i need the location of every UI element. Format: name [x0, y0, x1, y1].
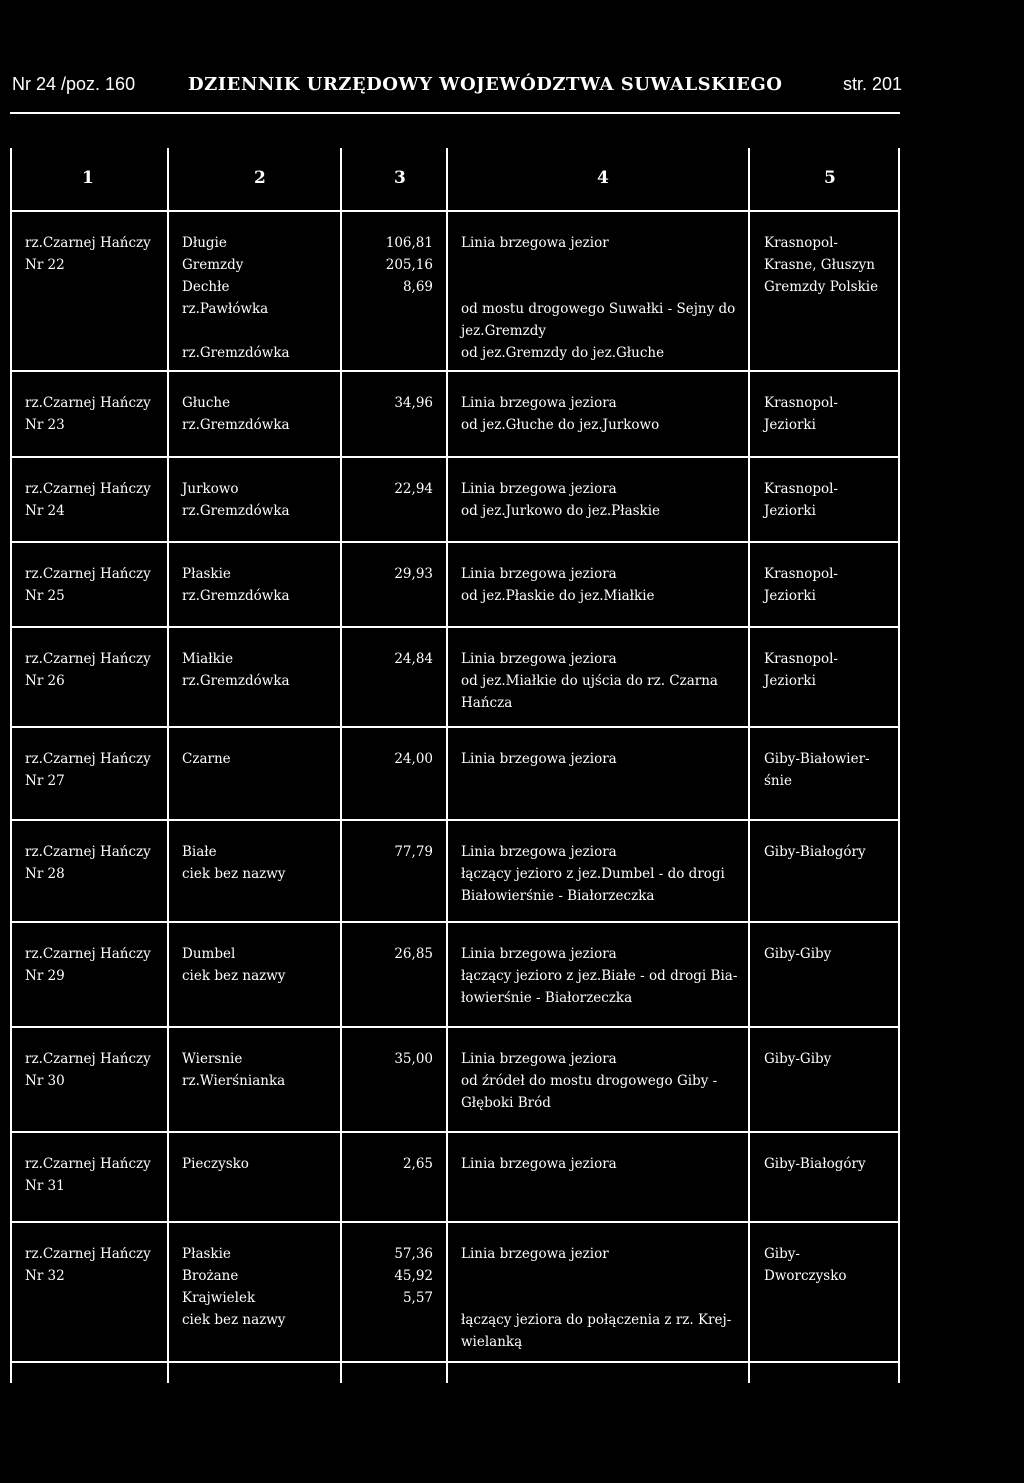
issue-number: Nr 24 /poz. 160 [12, 74, 136, 94]
row-number: Nr 28 [25, 866, 65, 882]
boundary-description: Linia brzegowa jeziora [461, 751, 617, 767]
river-name: rz.Czarnej Hańczy [25, 1051, 151, 1067]
lake-name: Gremzdy [182, 257, 244, 273]
river-name: rz.Czarnej Hańczy [25, 395, 151, 411]
lake-area: 8,69 [402, 279, 433, 295]
lake-name: ciek bez nazwy [182, 866, 286, 882]
lake-area: 57,36 [394, 1246, 433, 1262]
boundary-description: Linia brzegowa jezior [461, 1246, 609, 1262]
lake-area: 24,84 [394, 651, 433, 667]
lake-name: ciek bez nazwy [182, 968, 286, 984]
row-number: Nr 30 [25, 1073, 65, 1089]
column-divider [748, 148, 750, 1383]
column-number-1: 1 [82, 168, 94, 188]
river-name: rz.Czarnej Hańczy [25, 946, 151, 962]
boundary-description: łowierśnie - Białorzeczka [461, 990, 633, 1006]
lake-name: Głuche [182, 395, 231, 411]
locality: Jeziorki [764, 417, 816, 433]
lake-name: Brożane [182, 1268, 239, 1284]
lake-name: Długie [182, 235, 227, 251]
river-name: rz.Czarnej Hańczy [25, 1246, 151, 1262]
row-divider [10, 819, 900, 821]
row-number: Nr 29 [25, 968, 65, 984]
row-number: Nr 25 [25, 588, 65, 604]
locality: Krasnopol- [764, 481, 838, 497]
row-number: Nr 22 [25, 257, 65, 273]
lake-name: Białe [182, 844, 217, 860]
river-name: rz.Czarnej Hańczy [25, 751, 151, 767]
lake-area: 29,93 [394, 566, 433, 582]
lake-area: 26,85 [394, 946, 433, 962]
row-divider [10, 726, 900, 728]
locality: Krasnopol- [764, 235, 838, 251]
boundary-description: Linia brzegowa jeziora [461, 566, 617, 582]
lake-table [10, 148, 900, 1383]
boundary-description: łączący jezioro z jez.Dumbel - do drogi [461, 866, 725, 882]
river-name: rz.Czarnej Hańczy [25, 651, 151, 667]
lake-area: 24,00 [394, 751, 433, 767]
row-divider [10, 921, 900, 923]
lake-name: rz.Gremzdówka [182, 503, 290, 519]
locality: śnie [764, 773, 792, 789]
column-number-3: 3 [394, 168, 406, 188]
column-number-5: 5 [824, 168, 836, 188]
river-name: rz.Czarnej Hańczy [25, 844, 151, 860]
boundary-description: Białowierśnie - Białorzeczka [461, 888, 655, 904]
row-divider [10, 1361, 900, 1363]
boundary-description: Linia brzegowa jeziora [461, 946, 617, 962]
row-divider [10, 541, 900, 543]
lake-name: Płaskie [182, 1246, 231, 1262]
locality: Giby- [764, 1246, 800, 1262]
lake-name: rz.Pawłówka [182, 301, 269, 317]
column-divider [446, 148, 448, 1383]
locality: Jeziorki [764, 673, 816, 689]
journal-title: DZIENNIK URZĘDOWY WOJEWÓDZTWA SUWALSKIEGO [188, 74, 783, 95]
row-number: Nr 24 [25, 503, 65, 519]
lake-name: Płaskie [182, 566, 231, 582]
header-rule [10, 112, 900, 114]
lake-name: Wiersnie [182, 1051, 243, 1067]
locality: Dworczysko [764, 1268, 847, 1284]
river-name: rz.Czarnej Hańczy [25, 235, 151, 251]
locality: Krasne, Głuszyn [764, 257, 875, 273]
row-divider [10, 1221, 900, 1223]
river-name: rz.Czarnej Hańczy [25, 566, 151, 582]
lake-name: Czarne [182, 751, 231, 767]
boundary-description: Linia brzegowa jeziora [461, 651, 617, 667]
lake-name: Miałkie [182, 651, 234, 667]
locality: Giby-Białogóry [764, 1156, 866, 1172]
lake-area: 2,65 [402, 1156, 433, 1172]
lake-name: rz.Gremzdówka [182, 345, 290, 361]
column-divider [167, 148, 169, 1383]
boundary-description: Głęboki Bród [461, 1095, 551, 1111]
row-number: Nr 31 [25, 1178, 65, 1194]
row-divider [10, 626, 900, 628]
lake-area: 205,16 [385, 257, 433, 273]
lake-area: 106,81 [385, 235, 433, 251]
page-number: str. 201 [843, 74, 903, 94]
row-number: Nr 32 [25, 1268, 65, 1284]
boundary-description: łączący jeziora do połączenia z rz. Krej- [461, 1312, 732, 1328]
lake-area: 35,00 [394, 1051, 433, 1067]
lake-area: 77,79 [394, 844, 433, 860]
locality: Giby-Białowier- [764, 751, 870, 767]
locality: Krasnopol- [764, 395, 838, 411]
lake-name: ciek bez nazwy [182, 1312, 286, 1328]
boundary-description: od mostu drogowego Suwałki - Sejny do [461, 301, 736, 317]
lake-area: 22,94 [394, 481, 433, 497]
row-number: Nr 23 [25, 417, 65, 433]
river-name: rz.Czarnej Hańczy [25, 1156, 151, 1172]
boundary-description: Linia brzegowa jezior [461, 235, 609, 251]
boundary-description: wielanką [461, 1334, 523, 1350]
lake-area: 45,92 [394, 1268, 433, 1284]
lake-area: 5,57 [402, 1290, 433, 1306]
row-divider [10, 1026, 900, 1028]
column-divider [340, 148, 342, 1383]
lake-name: Dumbel [182, 946, 236, 962]
lake-name: rz.Gremzdówka [182, 588, 290, 604]
locality: Giby-Białogóry [764, 844, 866, 860]
lake-name: Krajwielek [182, 1290, 256, 1306]
locality: Jeziorki [764, 503, 816, 519]
locality: Giby-Giby [764, 1051, 832, 1067]
boundary-description: od jez.Jurkowo do jez.Płaskie [461, 503, 661, 519]
locality: Gremzdy Polskie [764, 279, 879, 295]
column-number-2: 2 [254, 168, 266, 188]
boundary-description: Hańcza [461, 695, 513, 711]
locality: Krasnopol- [764, 566, 838, 582]
row-number: Nr 27 [25, 773, 65, 789]
lake-name: rz.Wierśnianka [182, 1073, 286, 1089]
row-number: Nr 26 [25, 673, 65, 689]
boundary-description: od jez.Płaskie do jez.Miałkie [461, 588, 655, 604]
lake-name: Dechłe [182, 279, 230, 295]
header-row-divider [10, 210, 900, 212]
row-divider [10, 456, 900, 458]
boundary-description: Linia brzegowa jeziora [461, 481, 617, 497]
boundary-description: od jez.Gremzdy do jez.Głuche [461, 345, 665, 361]
page-header [0, 74, 1024, 104]
boundary-description: Linia brzegowa jeziora [461, 1156, 617, 1172]
boundary-description: od źródeł do mostu drogowego Giby - [461, 1073, 718, 1089]
boundary-description: od jez.Głuche do jez.Jurkowo [461, 417, 660, 433]
lake-name: rz.Gremzdówka [182, 417, 290, 433]
lake-name: Pieczysko [182, 1156, 249, 1172]
boundary-description: jez.Gremzdy [461, 323, 546, 339]
row-divider [10, 370, 900, 372]
lake-area: 34,96 [394, 395, 433, 411]
column-number-4: 4 [597, 168, 609, 188]
boundary-description: Linia brzegowa jeziora [461, 395, 617, 411]
table-border-left [10, 148, 12, 1383]
boundary-description: Linia brzegowa jeziora [461, 1051, 617, 1067]
boundary-description: Linia brzegowa jeziora [461, 844, 617, 860]
lake-name: Jurkowo [182, 481, 239, 497]
boundary-description: łączący jezioro z jez.Białe - od drogi Bia- [461, 968, 738, 984]
locality: Jeziorki [764, 588, 816, 604]
row-divider [10, 1131, 900, 1133]
lake-name: rz.Gremzdówka [182, 673, 290, 689]
locality: Giby-Giby [764, 946, 832, 962]
boundary-description: od jez.Miałkie do ujścia do rz. Czarna [461, 673, 718, 689]
river-name: rz.Czarnej Hańczy [25, 481, 151, 497]
table-border-right [898, 148, 900, 1383]
locality: Krasnopol- [764, 651, 838, 667]
